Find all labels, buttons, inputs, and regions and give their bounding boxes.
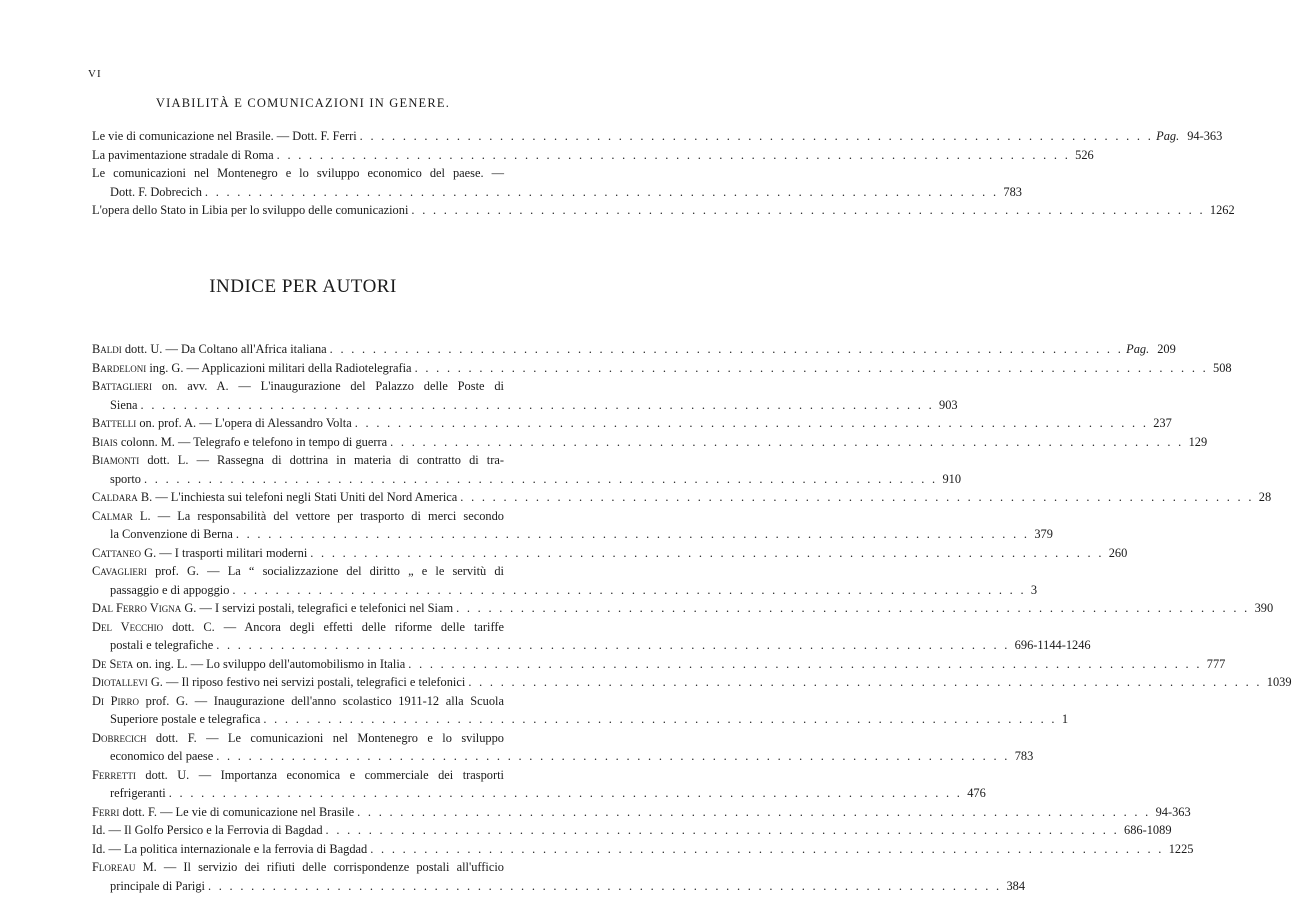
entry-author: Battelli (92, 416, 137, 430)
page-reference: 1039 (1266, 675, 1292, 689)
leader-dots (307, 544, 1106, 563)
page-reference: 390 (1254, 601, 1274, 615)
entry-title: prof. G. — Inaugurazione dell'anno scolastico 1911-12 alla Scuola (138, 693, 505, 708)
topic-entry (92, 146, 1094, 165)
entry-title: M. — Il servizio dei rifiuti delle corrispondenze postali all'ufficio (135, 860, 504, 874)
entry-line (92, 692, 504, 711)
entry-line (92, 164, 504, 183)
leader-dots (213, 636, 1012, 655)
entry-text (110, 470, 141, 489)
entry-text (92, 729, 504, 748)
entry-text (92, 359, 412, 378)
author-entry (92, 488, 1272, 507)
leader-dots (229, 581, 1028, 600)
page-reference: 777 (1206, 656, 1226, 671)
entry-text (92, 692, 504, 711)
page-reference: 783 (1003, 184, 1022, 199)
entry-title: postali e telegrafiche (110, 638, 214, 652)
leader-dots (412, 359, 1211, 378)
entry-author: Cattaneo (92, 545, 142, 560)
topic-entry (92, 127, 1223, 146)
entry-author: Ferretti (92, 767, 136, 782)
entry-author: Dobrecich (92, 730, 147, 745)
entry-line (92, 562, 504, 581)
leader-dots (352, 414, 1151, 433)
topic-entry (92, 201, 1235, 220)
entry-title: G. — Il riposo festivo nei servizi postali, telegrafici e telefonici (147, 675, 466, 689)
entry-line (92, 525, 1053, 544)
entry-line (92, 710, 1069, 729)
entry-line (92, 729, 504, 748)
leader-dots (323, 821, 1122, 840)
leader-dots (405, 655, 1204, 674)
entry-line (92, 784, 986, 803)
leader-dots (274, 146, 1073, 165)
entry-title: Id. — La politica internazionale e la ferrovia di Bagdad (92, 841, 368, 856)
entry-text (92, 655, 405, 674)
entry-title: refrigeranti (110, 786, 166, 800)
page-reference: 384 (1006, 878, 1026, 893)
leader-dots (233, 525, 1032, 544)
entry-author: Del Vecchio (92, 619, 164, 634)
entry-text (110, 636, 213, 655)
page-reference: 526 (1075, 147, 1094, 162)
entry-line (92, 803, 1191, 822)
leader-dots (357, 127, 1156, 146)
entry-line (92, 858, 504, 877)
page-reference: 237 (1153, 416, 1172, 430)
entry-title: L. — La responsabilità del vettore per trasporto di merci secondo (132, 508, 504, 523)
page-number: VI (88, 68, 102, 80)
entry-line (92, 451, 504, 470)
entry-author: Calmar (92, 508, 133, 523)
page-reference: 1225 (1168, 841, 1194, 856)
author-entry (92, 599, 1274, 618)
author-entry (92, 451, 962, 488)
entry-line (92, 581, 1038, 600)
author-entry (92, 692, 1069, 729)
leader-dots (260, 710, 1059, 729)
author-entry (92, 507, 1053, 544)
author-entry (92, 729, 1034, 766)
author-entry (92, 821, 1172, 840)
entry-line (92, 340, 1176, 359)
page-reference: 910 (942, 471, 962, 486)
leader-dots (202, 183, 1001, 202)
entry-title: passaggio e di appoggio (110, 582, 230, 597)
entry-title: G. — I servizi postali, telegrafici e telefonici nel Siam (181, 601, 454, 615)
entry-title: prof. G. — La “ socializzazione del diritto „ e le servitù di (146, 564, 504, 578)
author-entry (92, 562, 1038, 599)
entry-title: Le comunicazioni nel Montenegro e lo sviluppo economico del paese. — (92, 166, 504, 180)
main-title: INDICE PER AUTORI (209, 276, 397, 297)
entry-text (92, 433, 387, 452)
entry-title: on. prof. A. — L'opera di Alessandro Volta (136, 416, 352, 430)
entry-title: Siena (110, 397, 138, 412)
entry-line (92, 840, 1194, 859)
entry-line (92, 183, 1022, 202)
entry-line (92, 636, 1091, 655)
entry-title: economico del paese (110, 749, 214, 763)
entry-title: dott. C. — Ancora degli effetti delle riforme delle tariffe (163, 619, 504, 634)
entry-text (92, 821, 323, 840)
page-reference: 508 (1213, 360, 1232, 375)
entry-title: B. — L'inchiesta sui telefoni negli Stati Uniti del Nord America (137, 490, 458, 504)
leader-dots (205, 877, 1004, 896)
entry-line (92, 488, 1272, 507)
entry-author: Di Pirro (92, 693, 139, 708)
entry-title: dott. L. — Rassegna di dottrina in materia di contratto di tra- (139, 453, 504, 467)
entry-text (92, 414, 352, 433)
entry-text (92, 544, 307, 563)
entry-text (110, 784, 166, 803)
entry-title: dott. U. — Importanza economica e commerciale dei trasporti (135, 767, 504, 782)
entry-text (92, 377, 504, 396)
entry-text (92, 340, 327, 359)
entry-title: Superiore postale e telegrafica (110, 712, 261, 726)
entry-author: Caldara (92, 490, 138, 504)
entry-text (92, 766, 504, 785)
topic-entry (92, 164, 1022, 201)
page-reference: 476 (967, 786, 986, 800)
page-reference: 696-1144-1246 (1014, 638, 1091, 652)
page-reference: 379 (1034, 527, 1053, 541)
page-reference: 209 (1157, 342, 1176, 356)
entry-line (92, 655, 1226, 674)
entry-line (92, 146, 1094, 165)
author-entry (92, 840, 1194, 859)
author-entry (92, 377, 958, 414)
page-reference: 260 (1108, 545, 1128, 560)
author-index-list (92, 340, 1292, 895)
entry-line (92, 673, 1292, 692)
author-entry (92, 618, 1091, 655)
leader-dots (213, 747, 1012, 766)
entry-author: De Seta (92, 656, 134, 671)
entry-text (92, 488, 457, 507)
leader-dots (354, 803, 1153, 822)
entry-author: Battaglieri (92, 379, 153, 393)
page-reference: 1262 (1209, 203, 1235, 217)
topic-index-list (92, 127, 1235, 220)
entry-title: G. — I trasporti militari moderni (141, 545, 308, 560)
entry-text (92, 146, 274, 165)
entry-line (92, 470, 962, 489)
page-reference: 28 (1258, 490, 1272, 504)
entry-text (92, 803, 354, 822)
entry-author: Floreau (92, 860, 136, 874)
entry-text (110, 747, 213, 766)
leader-dots (367, 840, 1166, 859)
entry-line (92, 433, 1208, 452)
entry-title: on. avv. A. — L'inaugurazione del Palazzo delle Poste di (152, 379, 504, 393)
author-entry (92, 673, 1292, 692)
entry-text (92, 618, 504, 637)
entry-line (92, 544, 1128, 563)
entry-text (92, 562, 504, 581)
entry-title: Id. — Il Golfo Persico e la Ferrovia di Bagdad (92, 823, 323, 837)
entry-text (92, 201, 408, 220)
entry-text (110, 710, 260, 729)
author-entry (92, 766, 986, 803)
leader-dots (387, 433, 1186, 452)
entry-title: dott. F. — Le vie di comunicazione nel Brasile (119, 804, 355, 819)
entry-line (92, 599, 1274, 618)
leader-dots (141, 470, 940, 489)
entry-text (92, 164, 504, 183)
entry-line (92, 377, 504, 396)
author-entry (92, 803, 1191, 822)
section-title: VIABILITÀ E COMUNICAZIONI IN GENERE. (155, 96, 451, 110)
entry-title: principale di Parigi (110, 878, 205, 893)
entry-line (92, 821, 1172, 840)
entry-text (110, 525, 233, 544)
entry-text (110, 183, 202, 202)
entry-title: on. ing. L. — Lo sviluppo dell'automobilismo in Italia (133, 656, 406, 671)
entry-title: La pavimentazione stradale di Roma (92, 147, 274, 162)
entry-text (92, 840, 367, 859)
entry-title: Le vie di comunicazione nel Brasile. — Dott. F. Ferri (92, 129, 357, 143)
entry-line (92, 201, 1235, 220)
entry-author: Ferri (92, 804, 120, 819)
entry-title: L'opera dello Stato in Libia per lo sviluppo delle comunicazioni (92, 203, 409, 217)
page-reference: 94-363 (1187, 129, 1223, 143)
entry-title: ing. G. — Applicazioni militari della Radiotelegrafia (146, 360, 412, 375)
leader-dots (138, 396, 937, 415)
entry-line (92, 877, 1026, 896)
entry-text (110, 877, 205, 896)
entry-text (92, 599, 453, 618)
leader-dots (453, 599, 1252, 618)
author-entry (92, 359, 1232, 378)
entry-title: colonn. M. — Telegrafo e telefono in tempo di guerra (117, 434, 388, 449)
page-reference: 783 (1014, 749, 1034, 763)
entry-author: Baldi (92, 342, 122, 356)
author-entry (92, 340, 1176, 359)
leader-dots (408, 201, 1207, 220)
leader-dots (166, 784, 965, 803)
entry-text (92, 858, 504, 877)
entry-title: la Convenzione di Berna (110, 527, 233, 541)
leader-dots (465, 673, 1264, 692)
author-entry (92, 655, 1226, 674)
page-reference: 903 (939, 397, 958, 412)
entry-line (92, 414, 1172, 433)
entry-line (92, 747, 1034, 766)
author-entry (92, 414, 1172, 433)
entry-text (92, 507, 504, 526)
entry-text (92, 451, 504, 470)
author-entry (92, 433, 1208, 452)
entry-title: sporto (110, 471, 141, 486)
entry-author: Diotallevi (92, 675, 148, 689)
entry-title: dott. F. — Le comunicazioni nel Montenegro e lo sviluppo (146, 730, 504, 745)
entry-author: Bardeloni (92, 360, 147, 375)
entry-text (110, 396, 138, 415)
entry-line (92, 507, 504, 526)
entry-line (92, 396, 958, 415)
entry-title: dott. U. — Da Coltano all'Africa italiana (121, 342, 327, 356)
entry-text (110, 581, 229, 600)
entry-title: Dott. F. Dobrecich (110, 184, 202, 199)
leader-dots (327, 340, 1126, 359)
entry-author: Cavaglieri (92, 564, 147, 578)
author-entry (92, 544, 1128, 563)
entry-text (92, 673, 465, 692)
page-reference: 3 (1030, 582, 1038, 597)
author-entry (92, 858, 1026, 895)
page-reference: 686-1089 (1124, 823, 1172, 837)
leader-dots (457, 488, 1256, 507)
entry-line (92, 359, 1232, 378)
entry-text (92, 127, 357, 146)
pag-label: Pag. (1126, 342, 1150, 356)
page-reference: 129 (1188, 434, 1208, 449)
entry-author: Biamonti (92, 453, 140, 467)
page-reference: 94-363 (1155, 804, 1191, 819)
entry-line (92, 766, 504, 785)
entry-author: Biais (92, 434, 118, 449)
pag-label: Pag. (1156, 129, 1180, 143)
entry-line (92, 127, 1223, 146)
page-reference: 1 (1061, 712, 1069, 726)
entry-line (92, 618, 504, 637)
entry-author: Dal Ferro Vigna (92, 601, 182, 615)
